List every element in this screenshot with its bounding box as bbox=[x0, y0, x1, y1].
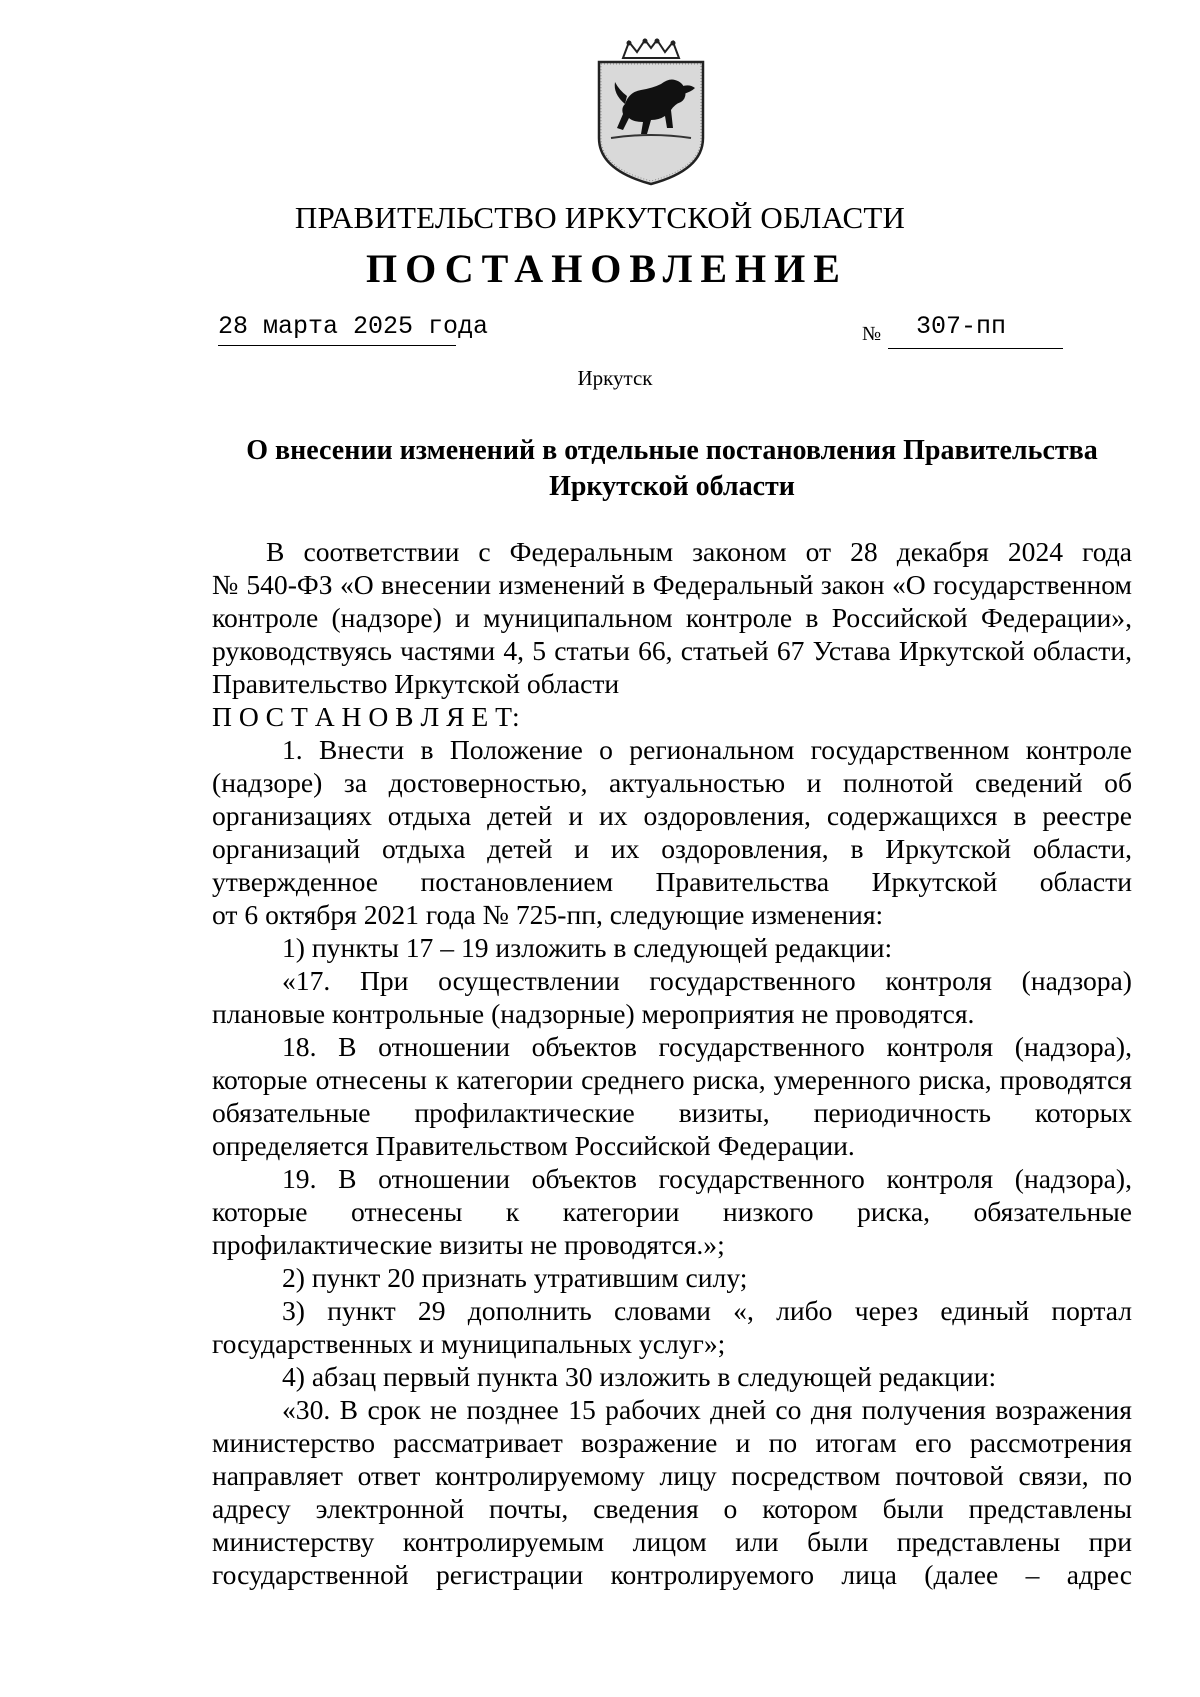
body-line: 3) пункт 29 дополнить словами «, либо через единый портал bbox=[282, 1295, 1132, 1326]
document-type-title: ПОСТАНОВЛЕНИЕ bbox=[366, 246, 848, 291]
document-date: 28 марта 2025 года bbox=[218, 312, 489, 341]
body-line: 18. В отношении объектов государственного контроля (надзора), bbox=[282, 1031, 1132, 1062]
coat-of-arms-icon bbox=[595, 38, 707, 186]
body-line: министерство рассматривает возражение и по итогам его рассмотрения bbox=[212, 1427, 1132, 1458]
number-sign: № bbox=[862, 323, 882, 345]
number-underline bbox=[888, 348, 1063, 349]
subject-line: Иркутской области bbox=[549, 471, 795, 502]
body-line: 1) пункты 17 – 19 изложить в следующей редакции: bbox=[282, 932, 893, 963]
body-line: министерству контролируемым лицом или были представлены при bbox=[212, 1526, 1132, 1557]
body-line: определяется Правительством Российской Федерации. bbox=[212, 1130, 855, 1161]
body-line: (надзоре) за достоверностью, актуальностью и полнотой сведений об bbox=[212, 767, 1132, 798]
document-subject bbox=[212, 433, 1132, 505]
body-line: Правительство Иркутской области bbox=[212, 668, 620, 699]
body-line: организаций отдыха детей и их оздоровления, в Иркутской области, bbox=[212, 833, 1132, 864]
body-line: контроле (надзоре) и муниципальном контроле в Российской Федерации», bbox=[212, 602, 1132, 633]
body-line: которые отнесены к категории среднего риска, умеренного риска, проводятся bbox=[212, 1064, 1132, 1095]
body-line: руководствуясь частями 4, 5 статьи 66, статьей 67 Устава Иркутской области, bbox=[212, 635, 1132, 666]
body-line: государственных и муниципальных услуг»; bbox=[212, 1328, 726, 1359]
body-line: которые отнесены к категории низкого риска, обязательные bbox=[212, 1196, 1132, 1227]
body-line: адресу электронной почты, сведения о котором были представлены bbox=[212, 1493, 1132, 1524]
date-underline bbox=[218, 345, 456, 346]
body-line: 1. Внести в Положение о региональном государственном контроле bbox=[282, 734, 1132, 765]
body-line: 4) абзац первый пункта 30 изложить в следующей редакции: bbox=[282, 1361, 997, 1392]
subject-line: О внесении изменений в отдельные постановления Правительства bbox=[246, 435, 1098, 466]
body-line: плановые контрольные (надзорные) мероприятия не проводятся. bbox=[212, 998, 975, 1029]
body-line: 2) пункт 20 признать утратившим силу; bbox=[282, 1262, 748, 1293]
body-line: 19. В отношении объектов государственного контроля (надзора), bbox=[282, 1163, 1132, 1194]
body-line: В соответствии с Федеральным законом от 28 декабря 2024 года bbox=[266, 536, 1132, 567]
government-name: ПРАВИТЕЛЬСТВО ИРКУТСКОЙ ОБЛАСТИ bbox=[294, 200, 906, 235]
body-line: «30. В срок не позднее 15 рабочих дней со дня получения возражения bbox=[282, 1394, 1132, 1425]
body-line: П О С Т А Н О В Л Я Е Т: bbox=[212, 701, 520, 732]
body-line: утвержденное постановлением Правительства Иркутской области bbox=[212, 866, 1132, 897]
document-city: Иркутск bbox=[577, 366, 653, 390]
body-line: обязательные профилактические визиты, периодичность которых bbox=[212, 1097, 1132, 1128]
body-line: от 6 октября 2021 года № 725-пп, следующие изменения: bbox=[212, 899, 884, 930]
body-line: государственной регистрации контролируемого лица (далее – адрес bbox=[212, 1559, 1132, 1590]
body-line: организациях отдыха детей и их оздоровления, содержащихся в реестре bbox=[212, 800, 1132, 831]
body-line: профилактические визиты не проводятся.»; bbox=[212, 1229, 725, 1260]
body-line: № 540-ФЗ «О внесении изменений в Федеральный закон «О государственном bbox=[212, 569, 1132, 600]
body-line: направляет ответ контролируемому лицу посредством почтовой связи, по bbox=[212, 1460, 1132, 1491]
body-line: «17. При осуществлении государственного контроля (надзора) bbox=[282, 965, 1132, 996]
document-number: 307-пп bbox=[916, 312, 1007, 341]
